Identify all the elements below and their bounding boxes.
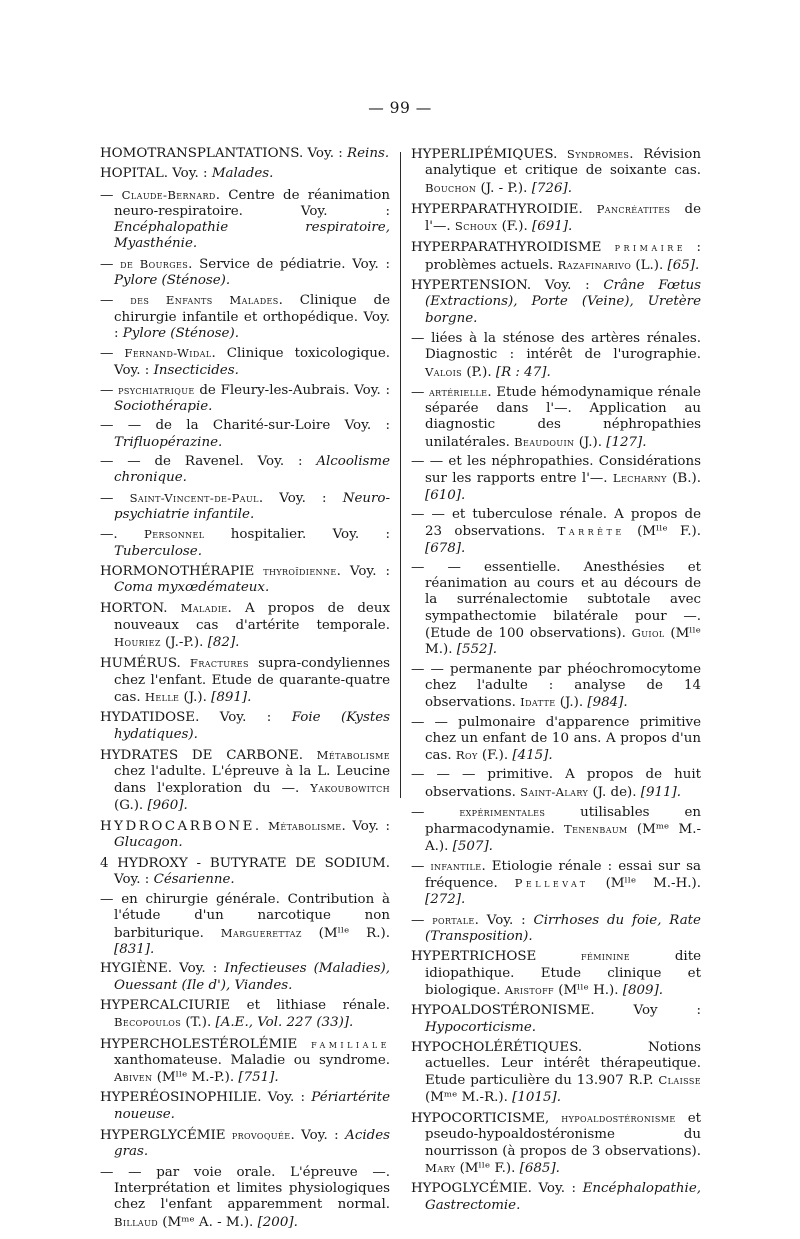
- index-subentry: — liées à la sténose des artères rénales. Diagnostic : intérêt de l'urographie. Valois (P.). [R : 47].: [411, 330, 701, 380]
- right-column: [411, 146, 701, 1218]
- index-entry: HYPERLIPÉMIQUES. Syndromes. Révision analytique et critique de soixante cas. Bouchon (J. - P.). [726].: [411, 147, 701, 196]
- index-subentry: — — de Ravenel. Voy. : Alcoolisme chronique.: [100, 454, 390, 486]
- index-entry: HYDATIDOSE. Voy. : Foie (Kystes hydatiques).: [100, 710, 390, 742]
- index-entry: HYDRATES DE CARBONE. Métabolisme chez l'adulte. L'épreuve à la L. Leucine dans l'exploration du —. Yakoubowitch (G.). [960].: [100, 747, 390, 813]
- index-subentry: — — essentielle. Anesthésies et réanimation au cours et au décours de la surrénalectomie subtotale avec sympathectomie bilatérale pour —. (Etude de 100 observations). Guiol (Mˡˡᵉ M.). [552].: [411, 559, 701, 658]
- index-entry: HORMONOTHÉRAPIE thyroïdienne. Voy. : Coma myxœdémateux.: [100, 563, 390, 596]
- index-entry: HYPERPARATHYROIDIE. Pancréatites de l'—. Schoux (F.). [691].: [411, 201, 701, 235]
- index-subentry: — de Bourges. Service de pédiatrie. Voy. : Pylore (Sténose).: [100, 256, 390, 289]
- index-subentry: — — permanente par phéochromocytome chez l'adulte : analyse de 14 observations. Idatte (J.). [984].: [411, 661, 701, 711]
- index-subentry: — expérimentales utilisables en pharmacodynamie. Tenenbaum (Mᵐᵉ M.-A.). [507].: [411, 804, 701, 854]
- left-column: [100, 146, 390, 1234]
- index-subentry: — Fernand-Widal. Clinique toxicologique. Voy. : Insecticides.: [100, 346, 390, 378]
- index-subentry: — — de la Charité-sur-Loire Voy. : Trifluopérazine.: [100, 418, 390, 450]
- index-subentry: — en chirurgie générale. Contribution à l'étude d'un narcotique non barbiturique. Marguerettaz (Mˡˡᵉ R.). [831].: [100, 892, 390, 958]
- index-subentry: — — pulmonaire d'apparence primitive chez un enfant de 10 ans. A propos d'un cas. Roy (F.). [415].: [411, 714, 701, 764]
- index-subentry: — — et les néphropathies. Considérations sur les rapports entre l'—. Lecharny (B.). [610].: [411, 454, 701, 503]
- index-subentry: — des Enfants Malades. Clinique de chirurgie infantile et orthopédique. Voy. : Pylore (Sténose).: [100, 293, 391, 341]
- index-subentry: — psychiatrique de Fleury-les-Aubrais. Voy. : Sociothérapie.: [100, 382, 390, 415]
- index-entry: 4 HYDROXY - BUTYRATE DE SODIUM. Voy. : Césarienne.: [100, 855, 390, 887]
- index-entry: HYPERÉOSINOPHILIE. Voy. : Périartérite noueuse.: [100, 1090, 390, 1122]
- index-subentry: — — — primitive. A propos de huit observations. Saint-Alary (J. de). [911].: [411, 767, 701, 800]
- index-entry: HORTON. Maladie. A propos de deux nouveaux cas d'artérite temporale. Houriez (J.-P.). [82].: [100, 601, 390, 651]
- index-subentry: — — et tuberculose rénale. A propos de 23 observations. Tarrête (Mˡˡᵉ F.). [678].: [411, 506, 701, 556]
- index-entry: HOMOTRANSPLANTATIONS. Voy. : Reins.: [100, 146, 390, 161]
- index-subentry: — portale. Voy. : Cirrhoses du foie, Rate (Transposition).: [411, 912, 701, 945]
- index-entry: HYPOALDOSTÉRONISME. Voy : Hypocorticisme.: [411, 1003, 701, 1035]
- index-entry: HYGIÈNE. Voy. : Infectieuses (Maladies), Ouessant (Ile d'), Viandes.: [100, 961, 391, 993]
- index-entry: HYPOCHOLÉRÉTIQUES. Notions actuelles. Leur intérêt thérapeutique. Etude particulière du 13.907 R.P. Claisse (Mᵐᵉ M.-R.). [1015].: [411, 1039, 701, 1105]
- column-divider: [400, 152, 401, 798]
- index-subentry: — artérielle. Etude hémodynamique rénale séparée dans l'—. Application au diagnostic des néphropathies unilatérales. Beaudouin (J.). [127].: [411, 384, 701, 450]
- index-entry: HYPERGLYCÉMIE provoquée. Voy. : Acides gras.: [100, 1128, 390, 1160]
- index-entry: HYPERCALCIURIE et lithiase rénale. Becopoulos (T.). [A.E., Vol. 227 (33)].: [100, 997, 390, 1031]
- index-entry: HYDROCARBONE. Métabolisme. Voy. : Glucagon.: [100, 818, 390, 851]
- index-entry: HYPOGLYCÉMIE. Voy. : Encéphalopathie, Gastrectomie.: [411, 1181, 701, 1213]
- index-entry: HYPERTENSION. Voy. : Crâne Fœtus (Extractions), Porte (Veine), Uretère borgne.: [411, 278, 701, 326]
- index-subentry: —. Personnel hospitalier. Voy. : Tuberculose.: [100, 527, 391, 559]
- index-subentry: — Claude-Bernard. Centre de réanimation neuro-respiratoire. Voy. : Encéphalopathie respiratoire, Myasthénie.: [100, 187, 390, 252]
- index-entry: HUMÉRUS. Fractures supra-condyliennes chez l'enfant. Etude de quarante-quatre cas. Helle (J.). [891].: [100, 656, 391, 705]
- index-entry: HYPOCORTICISME, hypoaldostéronisme et pseudo-hypoaldostéronisme du nourrisson (à propos de 3 observations). Mary (Mˡˡᵉ F.). [685].: [411, 1111, 701, 1176]
- index-entry: HYPERPARATHYROIDISME primaire : problèmes actuels. Razafinarivo (L.). [65].: [411, 240, 701, 273]
- index-entry: HOPITAL. Voy. : Malades.: [100, 166, 274, 182]
- index-entry: HYPERCHOLESTÉROLÉMIE familiale xanthomateuse. Maladie ou syndrome. Abiven (Mˡˡᵉ M.-P.). [751].: [100, 1036, 390, 1086]
- index-subentry: — Saint-Vincent-de-Paul. Voy. : Neuro-psychiatrie infantile.: [100, 490, 390, 522]
- index-entry: HYPERTRICHOSE féminine dite idiopathique. Etude clinique et biologique. Aristoff (Mˡˡᵉ H.). [809].: [411, 949, 702, 998]
- index-subentry: — — par voie orale. L'épreuve —. Interprétation et limites physiologiques chez l'enfant apparemment normal. Billaud (Mᵐᵉ A. - M.). [200].: [100, 1164, 390, 1230]
- index-subentry: — infantile. Etiologie rénale : essai sur sa fréquence. Pellevat (Mˡˡᵉ M.-H.). [272].: [411, 858, 701, 908]
- page-number: — 99 —: [368, 99, 432, 117]
